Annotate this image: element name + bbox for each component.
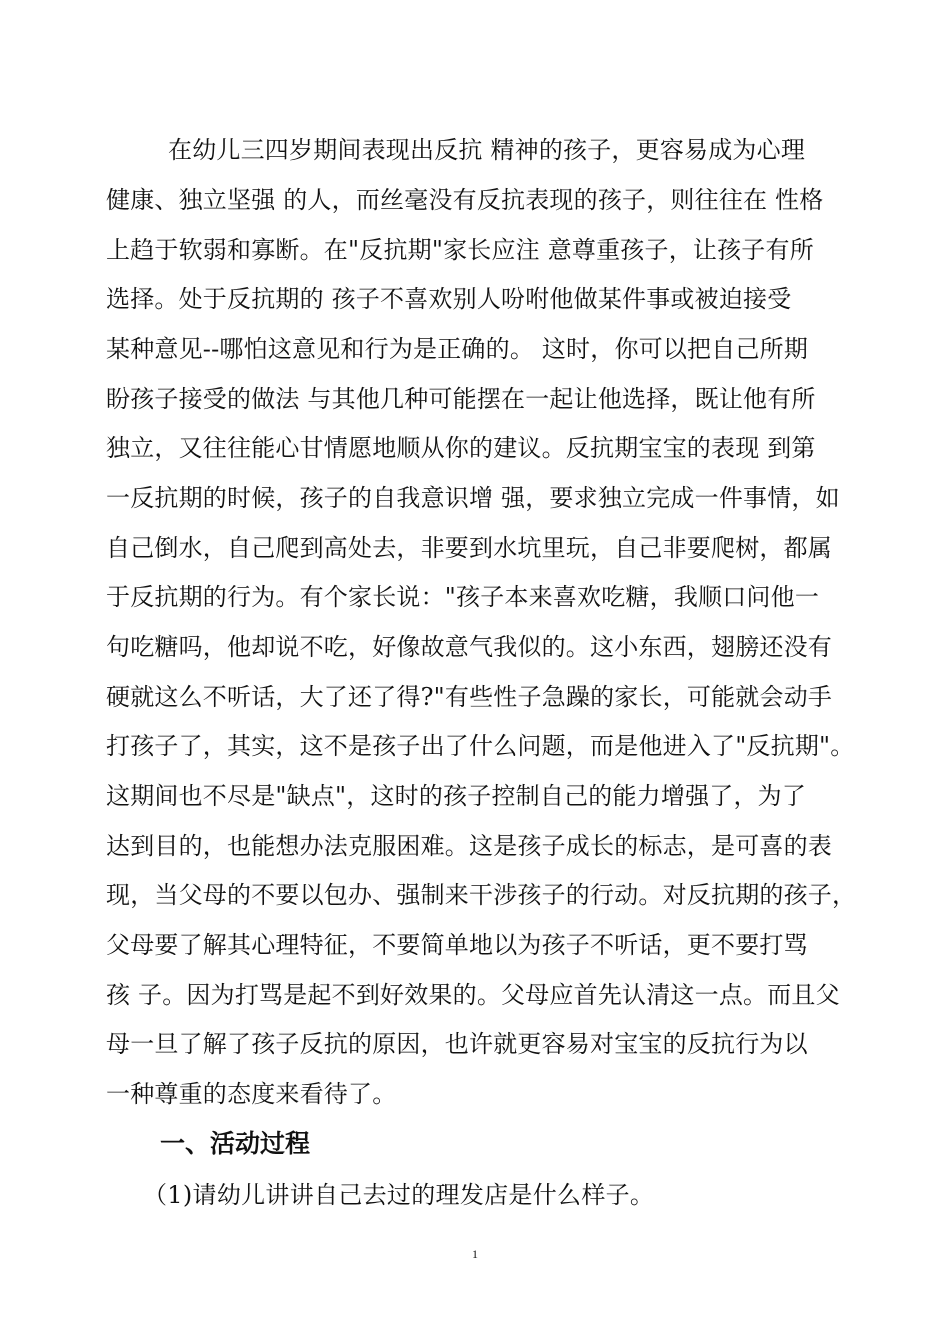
paragraph-line: 某种意见--哪怕这意见和行为是正确的。 这时，你可以把自己所期 [106,335,809,363]
paragraph-line: 于反抗期的行为。有个家长说："孩子本来喜欢吃糖，我顺口问他一 [106,583,820,611]
paragraph-line: 孩 子。因为打骂是起不到好效果的。父母应首先认清这一点。而且父 [106,981,840,1009]
paragraph-line: 现，当父母的不要以包办、强制来干涉孩子的行动。对反抗期的孩子， [106,881,857,909]
paragraph-line: 在幼儿三四岁期间表现出反抗 精神的孩子，更容易成为心理 [168,136,806,164]
paragraph-line: 上趋于软弱和寡断。在"反抗期"家长应注 意尊重孩子，让孩子有所 [106,236,814,264]
section-heading: 一、活动过程 [160,1129,311,1158]
paragraph-line: 达到目的，也能想办法克服困难。这是孩子成长的标志，是可喜的表 [106,832,832,860]
paragraph-line: 这期间也不尽是"缺点"，这时的孩子控制自己的能力增强了，为了 [106,782,807,810]
paragraph-line: 打孩子了，其实，这不是孩子出了什么问题，而是他进入了"反抗期"。 [106,732,855,760]
paragraph-line: 独立，又往往能心甘情愿地顺从你的建议。反抗期宝宝的表现 到第 [106,434,816,462]
paragraph-line: 硬就这么不听话，大了还了得?"有些性子急躁的家长，可能就会动手 [106,683,833,711]
paragraph-line: 健康、独立坚强 的人，而丝毫没有反抗表现的孩子，则往往在 性格 [106,186,824,214]
page-number: 1 [472,1247,478,1261]
paragraph-line: 父母要了解其心理特征，不要简单地以为孩子不听话，更不要打骂 [106,931,808,959]
paragraph-line: 选择。处于反抗期的 孩子不喜欢别人吩咐他做某件事或被迫接受 [106,285,792,313]
list-item: （1)请幼儿讲讲自己去过的理发店是什么样子。 [143,1181,655,1209]
paragraph-line: 一种尊重的态度来看待了。 [106,1080,397,1108]
paragraph-line: 盼孩子接受的做法 与其他几种可能摆在一起让他选择，既让他有所 [106,385,816,413]
paragraph-line: 自己倒水，自己爬到高处去，非要到水坑里玩，自己非要爬树，都属 [106,534,832,562]
paragraph-line: 一反抗期的时候，孩子的自我意识增 强，要求独立完成一件事情，如 [106,484,840,512]
paragraph-line: 句吃糖吗，他却说不吃，好像故意气我似的。这小东西，翅膀还没有 [106,633,832,661]
paragraph-line: 母一旦了解了孩子反抗的原因，也许就更容易对宝宝的反抗行为以 [106,1030,808,1058]
